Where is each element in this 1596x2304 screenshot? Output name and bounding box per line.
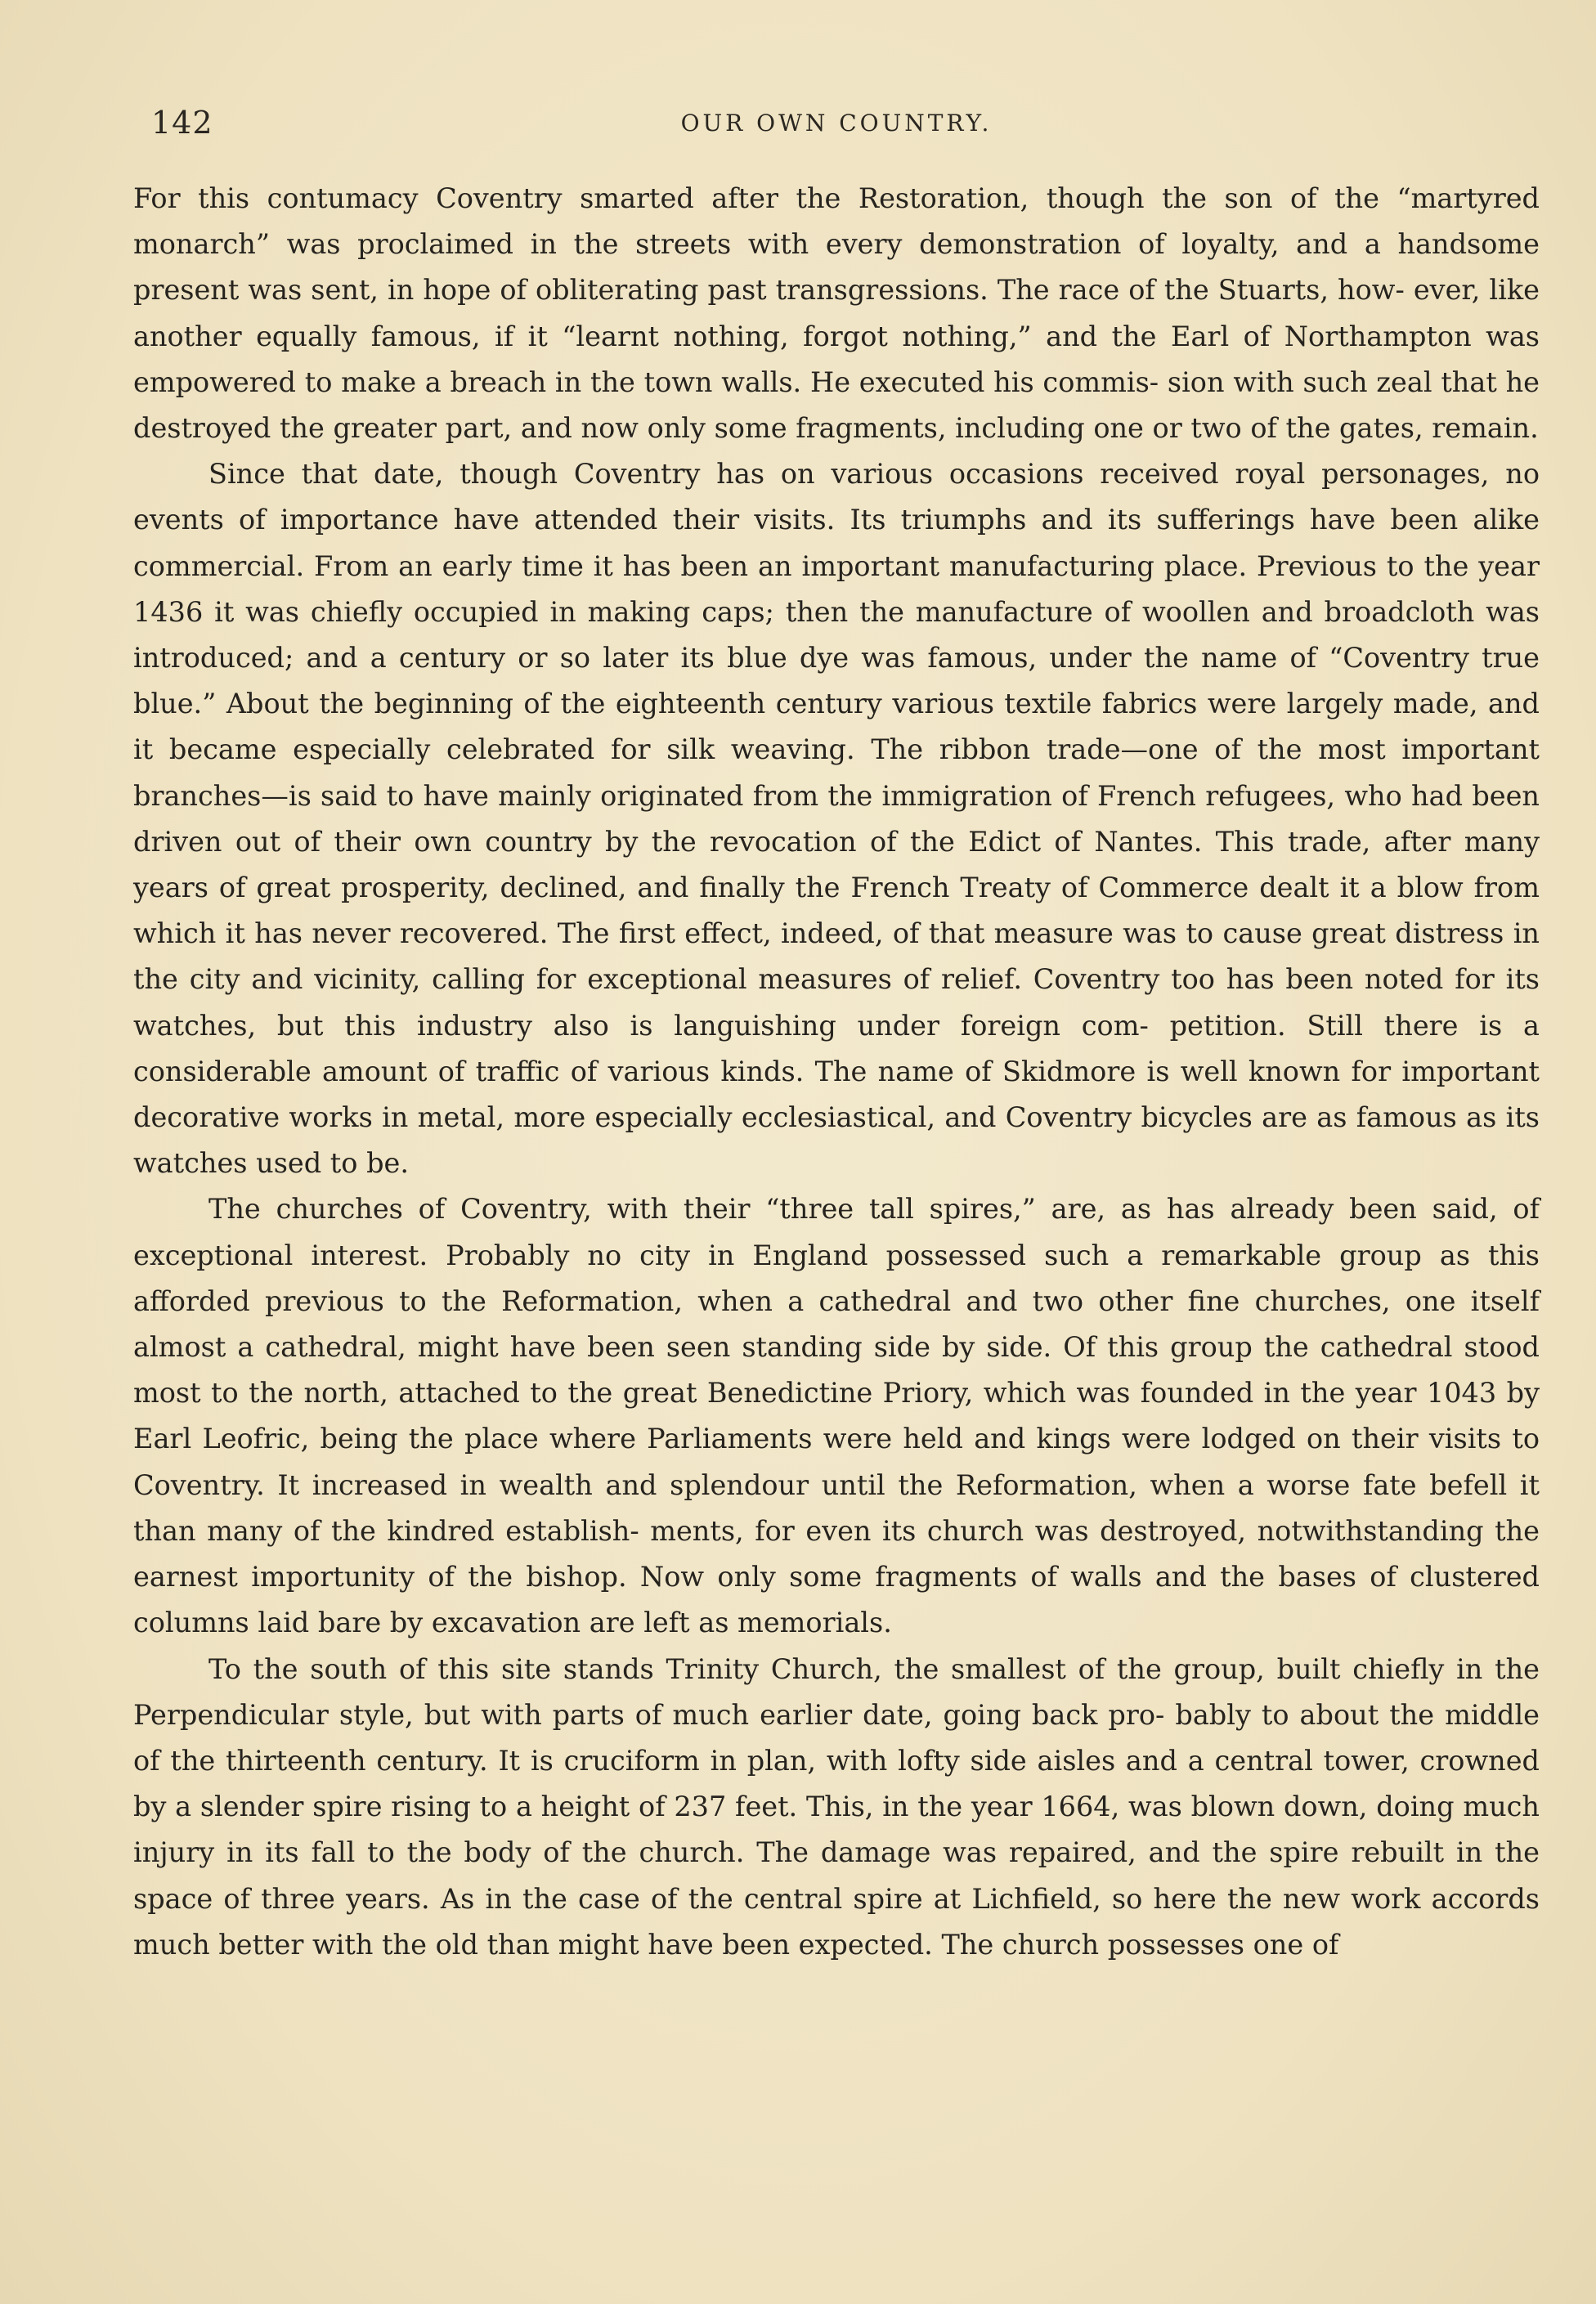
body-text [133, 176, 1540, 1968]
paragraph-restoration: For this contumacy Coventry smarted after the Restoration, though the son of the “martyred monarch” was proclaimed in the streets with every demonstration of loyalty, and a handsome present was sent, in hope of obliterating past transgressions. The race of the Stuarts, how- ever, like another equally famous, if it “learnt nothing, forgot nothing,” and the Earl of Northampton was empowered to make a breach in the town walls. He executed his commis- sion with such zeal that he destroyed the greater part, and now only some fragments, including one or two of the gates, remain. [133, 182, 1540, 445]
page-number: 142 [151, 105, 213, 141]
paragraph-trinity-church: To the south of this site stands Trinity Church, the smallest of the group, built chiefly in the Perpendicular style, but with parts of much earlier date, going back pro- bably to about the middle of the thirteenth century. It is cruciform in plan, with lofty side aisles and a central tower, crowned by a slender spire rising to a height of 237 feet. This, in the year 1664, was blown down, doing much injury in its fall to the body of the church. The damage was repaired, and the spire rebuilt in the space of three years. As in the case of the central spire at Lichfield, so here the new work accords much better with the old than might have been expected. The church possesses one of [133, 1652, 1540, 1961]
page-header [133, 105, 1540, 154]
paragraph-churches: The churches of Coventry, with their “three tall spires,” are, as has already been said, of exceptional interest. Probably no city in England possessed such a remarkable group as this afforded previous to the Reformation, when a cathedral and two other fine churches, one itself almost a cathedral, might have been seen standing side by side. Of this group the cathedral stood most to the north, attached to the great Benedictine Priory, which was founded in the year 1043 by Earl Leofric, being the place where Parliaments were held and kings were lodged on their visits to Coventry. It increased in wealth and splendour until the Reformation, when a worse fate befell it than many of the kindred establish- ments, for even its church was destroyed, notwithstanding the earnest importunity of the bishop. Now only some fragments of walls and the bases of clustered columns laid bare by excavation are left as memorials. [133, 1193, 1540, 1639]
running-head: OUR OWN COUNTRY. [680, 110, 993, 137]
paragraph-commerce: Since that date, though Coventry has on various occasions received royal personages, no events of importance have attended their visits. Its triumphs and its sufferings have been alike commercial. From an early time it has been an important manufacturing place. Previous to the year 1436 it was chiefly occupied in making caps; then the manufacture of woollen and broadcloth was introduced; and a century or so later its blue dye was famous, under the name of “Coventry true blue.” About the beginning of the eighteenth century various textile fabrics were largely made, and it became especially celebrated for silk weaving. The ribbon trade—one of the most important branches—is said to have mainly originated from the immigration of French refugees, who had been driven out of their own country by the revocation of the Edict of Nantes. This trade, after many years of great prosperity, declined, and finally the French Treaty of Commerce dealt it a blow from which it has never recovered. The first effect, indeed, of that measure was to cause great distress in the city and vicinity, calling for exceptional measures of relief. Coventry too has been noted for its watches, but this industry also is languishing under foreign com- petition. Still there is a considerable amount of traffic of various kinds. The name of Skidmore is well known for important decorative works in metal, more especially ecclesiastical, and Coventry bicycles are as famous as its watches used to be. [133, 458, 1540, 1180]
